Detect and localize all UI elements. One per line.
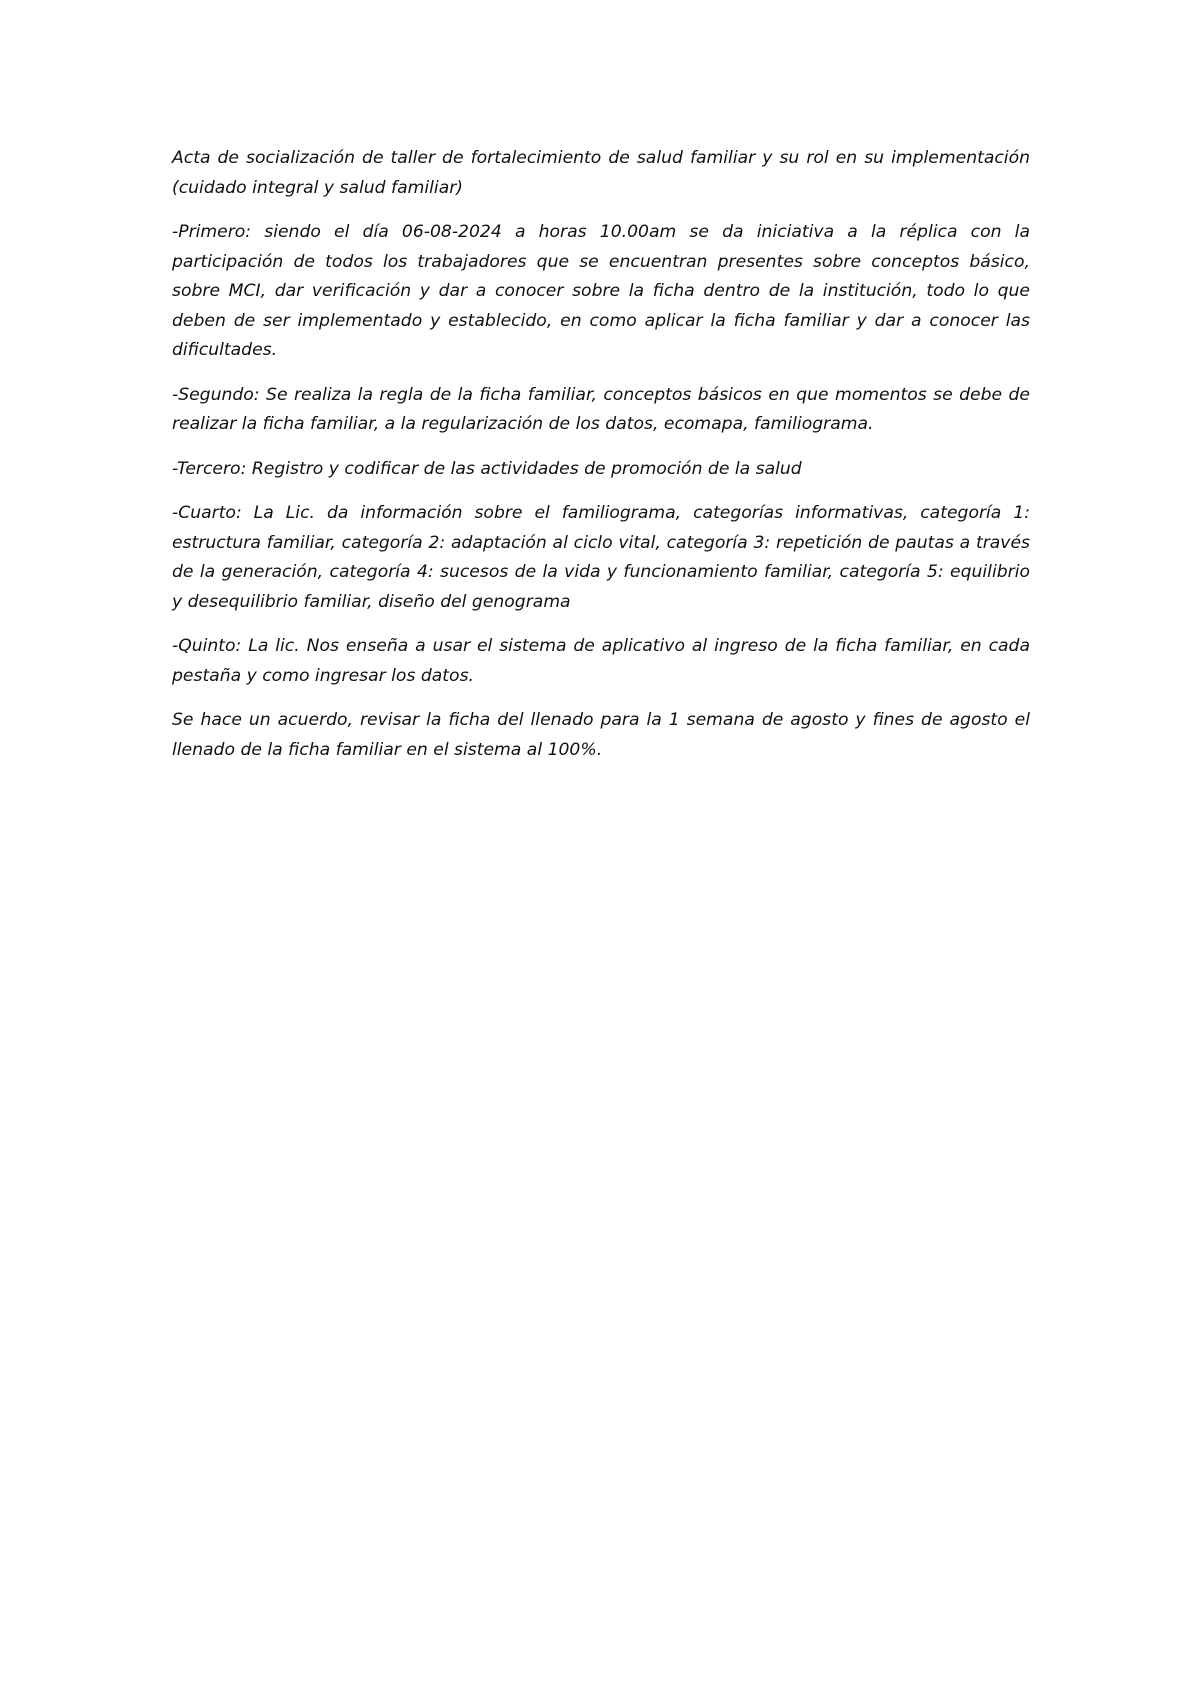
paragraph-cuarto: -Cuarto: La Lic. da información sobre el familiograma, categorías informativas, categoría 1: estructura familiar, categoría 2: adaptación al ciclo vital, categoría 3: repetición de pautas a través de la generación, categoría 4: sucesos de la vida y funcionamiento familiar, categoría 5: equilibrio y desequilibrio familiar, diseño del genograma <box>172 503 1030 612</box>
paragraph-segundo: -Segundo: Se realiza la regla de la ficha familiar, conceptos básicos en que momentos se debe de realizar la ficha familiar, a la regularización de los datos, ecomapa, familiograma. <box>172 384 1030 434</box>
paragraph-quinto: -Quinto: La lic. Nos enseña a usar el sistema de aplicativo al ingreso de la ficha familiar, en cada pestaña y como ingresar los datos. <box>172 636 1030 686</box>
paragraph-tercero: -Tercero: Registro y codificar de las actividades de promoción de la salud <box>172 458 802 479</box>
paragraph-acuerdo: Se hace un acuerdo, revisar la ficha del llenado para la 1 semana de agosto y fines de agosto el llenado de la ficha familiar en el sistema al 100%. <box>172 710 1030 760</box>
document-title: Acta de socialización de taller de fortalecimiento de salud familiar y su rol en su implementación (cuidado integral y salud familiar) <box>172 148 1030 198</box>
document-body <box>172 144 1030 780</box>
paragraph-primero: -Primero: siendo el día 06-08-2024 a horas 10.00am se da iniciativa a la réplica con la participación de todos los trabajadores que se encuentran presentes sobre conceptos básico, sobre MCI, dar verificación y dar a conocer sobre la ficha dentro de la institución, todo lo que deben de ser implementado y establecido, en como aplicar la ficha familiar y dar a conocer las dificultades. <box>172 222 1030 360</box>
